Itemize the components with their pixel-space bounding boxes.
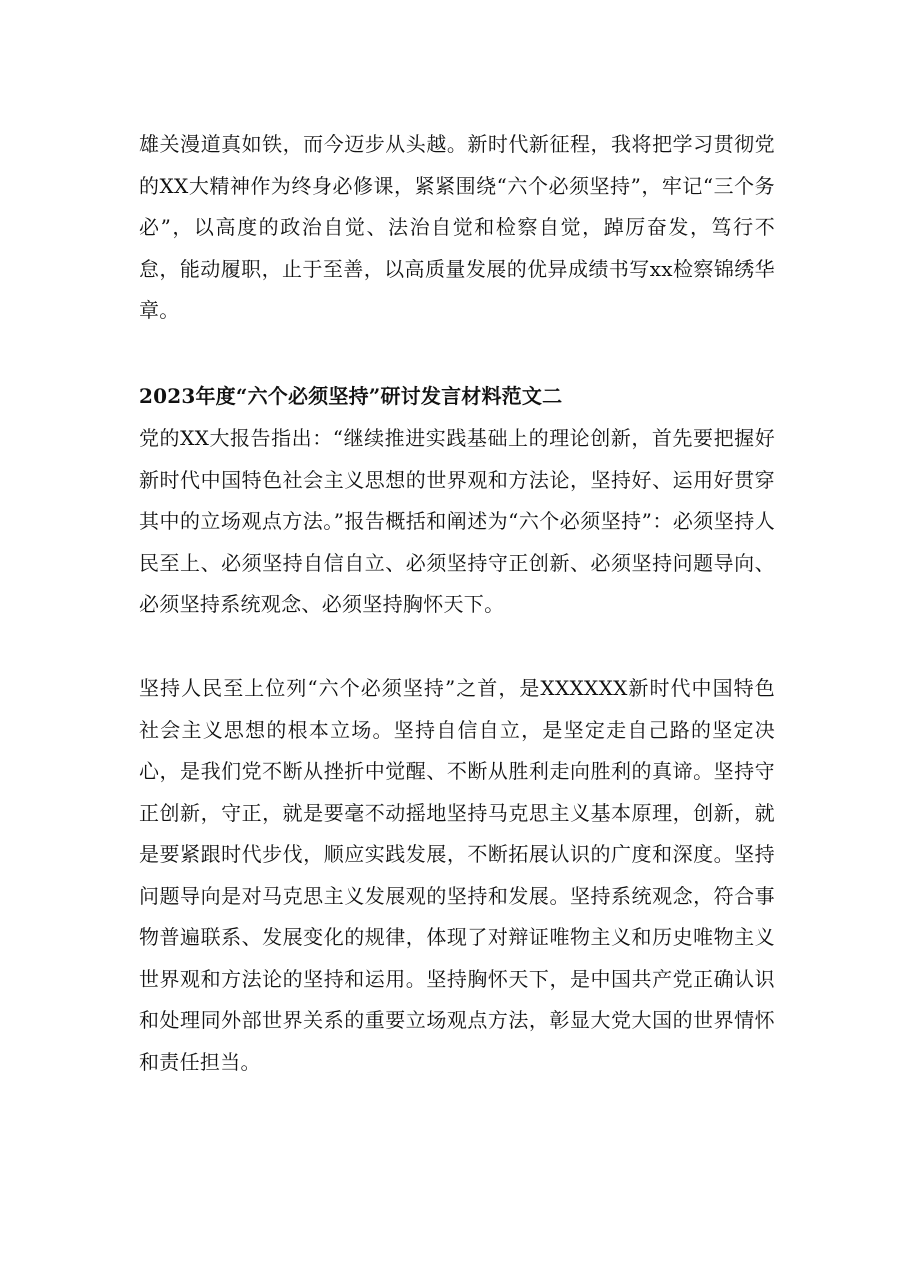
body-paragraph-3: 坚持人民至上位列“六个必须坚持”之首，是XXXXXX新时代中国特色社会主义思想的根本立场。坚持自信自立，是坚定走自己路的坚定决心，是我们党不断从挫折中觉醒、不断从胜利走向胜利的真谛。坚持守正创新，守正，就是要毫不动摇地坚持马克思主义基本原理，创新，就是要紧跟时代步伐，顺应实践发展，不断拓展认识的广度和深度。坚持问题导向是对马克思主义发展观的坚持和发展。坚持系统观念，符合事物普遍联系、发展变化的规律，体现了对辩证唯物主义和历史唯物主义世界观和方法论的坚持和运用。坚持胸怀天下，是中国共产党正确认识和处理同外部世界关系的重要立场观点方法，彰显大党大国的世界情怀和责任担当。: [139, 676, 775, 1074]
section-heading: 2023年度“六个必须坚持”研讨发言材料范文二: [139, 384, 563, 408]
body-paragraph-1: 雄关漫道真如铁，而今迈步从头越。新时代新征程，我将把学习贯彻党的XX大精神作为终身必修课，紧紧围绕“六个必须坚持”，牢记“三个务必”，以高度的政治自觉、法治自觉和检察自觉，踔厉奋发，笃行不怠，能动履职，止于至善，以高质量发展的优异成绩书写xx检察锦绣华章。: [139, 132, 775, 322]
body-paragraph-2: 党的XX大报告指出：“继续推进实践基础上的理论创新，首先要把握好新时代中国特色社会主义思想的世界观和方法论，坚持好、运用好贯穿其中的立场观点方法。”报告概括和阐述为“六个必须坚持”：必须坚持人民至上、必须坚持自信自立、必须坚持守正创新、必须坚持问题导向、必须坚持系统观念、必须坚持胸怀天下。: [139, 426, 775, 616]
